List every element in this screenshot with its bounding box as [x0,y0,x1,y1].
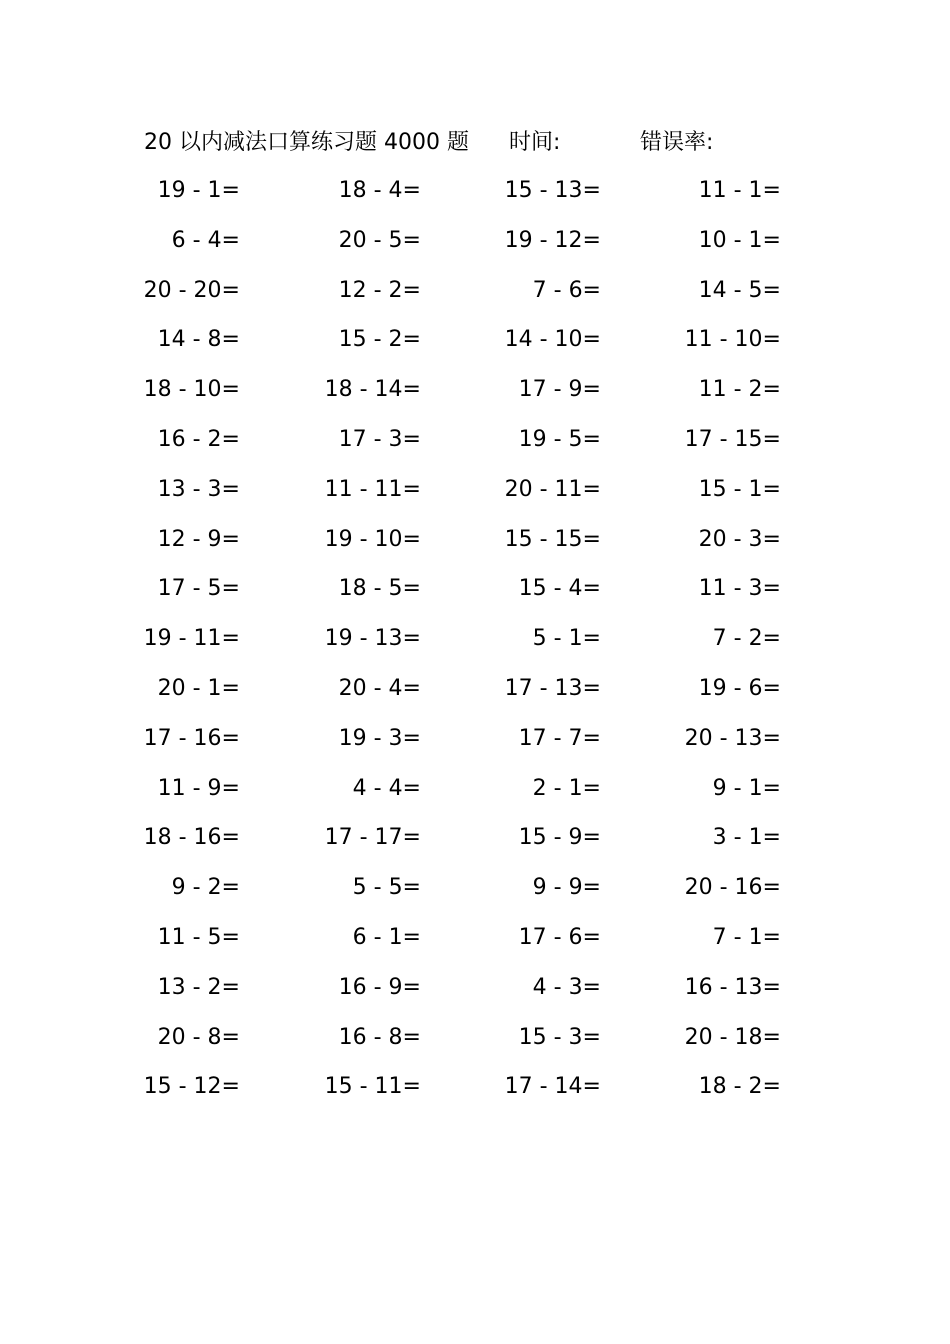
problem-row [0,473,950,523]
math-problem: 10 - 1= [698,227,781,253]
math-problem: 15 - 2= [338,327,421,353]
math-problem: 18 - 14= [324,377,421,403]
problem-row [0,722,950,772]
math-problem: 2 - 1= [532,775,601,801]
math-problem: 19 - 10= [324,526,421,552]
problem-row [0,323,950,373]
math-problem: 17 - 7= [518,725,601,751]
math-problem: 17 - 16= [143,725,240,751]
problem-row [0,373,950,423]
problem-row [0,821,950,871]
math-problem: 12 - 9= [157,526,240,552]
math-problem: 19 - 3= [338,725,421,751]
math-problem: 9 - 1= [712,775,781,801]
math-problem: 17 - 3= [338,426,421,452]
math-problem: 13 - 3= [157,476,240,502]
math-problem: 18 - 5= [338,576,421,602]
problem-row [0,174,950,224]
math-problem: 19 - 13= [324,626,421,652]
math-problem: 3 - 1= [712,825,781,851]
math-problem: 15 - 15= [504,526,601,552]
math-problem: 4 - 4= [352,775,421,801]
math-problem: 20 - 8= [157,1024,240,1050]
math-problem: 17 - 14= [504,1074,601,1100]
math-problem: 11 - 5= [157,924,240,950]
math-problem: 20 - 16= [684,875,781,901]
math-problem: 20 - 20= [143,277,240,303]
math-problem: 17 - 9= [518,377,601,403]
math-problem: 20 - 1= [157,675,240,701]
problem-row [0,772,950,822]
math-problem: 20 - 13= [684,725,781,751]
math-problem: 11 - 9= [157,775,240,801]
math-problem: 15 - 13= [504,178,601,203]
math-problem: 4 - 3= [532,974,601,1000]
problem-row [0,672,950,722]
math-problem: 19 - 6= [698,675,781,701]
math-problem: 7 - 2= [712,626,781,652]
time-label: 时间: [509,130,561,155]
problem-row [0,1070,950,1120]
math-problem: 7 - 1= [712,924,781,950]
math-problem: 16 - 2= [157,426,240,452]
math-problem: 17 - 15= [684,426,781,452]
math-problem: 13 - 2= [157,974,240,1000]
problem-grid [0,174,950,1120]
math-problem: 9 - 2= [171,875,240,901]
math-problem: 18 - 16= [143,825,240,851]
worksheet-title: 20 以内减法口算练习题 4000 题 [144,130,469,155]
math-problem: 15 - 9= [518,825,601,851]
math-problem: 20 - 3= [698,526,781,552]
math-problem: 20 - 18= [684,1024,781,1050]
problem-row [0,423,950,473]
math-problem: 15 - 11= [324,1074,421,1100]
math-problem: 16 - 13= [684,974,781,1000]
math-problem: 14 - 8= [157,327,240,353]
math-problem: 19 - 5= [518,426,601,452]
math-problem: 9 - 9= [532,875,601,901]
problem-row [0,274,950,324]
math-problem: 5 - 1= [532,626,601,652]
math-problem: 12 - 2= [338,277,421,303]
math-problem: 6 - 4= [171,227,240,253]
math-problem: 14 - 5= [698,277,781,303]
math-problem: 16 - 8= [338,1024,421,1050]
math-problem: 17 - 5= [157,576,240,602]
math-problem: 19 - 12= [504,227,601,253]
problem-row [0,572,950,622]
problem-row [0,921,950,971]
math-problem: 15 - 3= [518,1024,601,1050]
math-problem: 18 - 4= [338,178,421,203]
math-problem: 18 - 2= [698,1074,781,1100]
math-problem: 11 - 1= [698,178,781,203]
math-problem: 14 - 10= [504,327,601,353]
math-problem: 7 - 6= [532,277,601,303]
math-problem: 19 - 1= [157,178,240,203]
math-problem: 17 - 13= [504,675,601,701]
math-problem: 16 - 9= [338,974,421,1000]
problem-row [0,523,950,573]
math-problem: 15 - 4= [518,576,601,602]
error-rate-label: 错误率: [640,130,714,155]
math-problem: 18 - 10= [143,377,240,403]
math-problem: 11 - 11= [324,476,421,502]
problem-row [0,224,950,274]
problem-row [0,871,950,921]
math-problem: 20 - 11= [504,476,601,502]
problem-row [0,622,950,672]
math-problem: 20 - 4= [338,675,421,701]
math-problem: 11 - 3= [698,576,781,602]
math-problem: 6 - 1= [352,924,421,950]
math-problem: 5 - 5= [352,875,421,901]
problem-row [0,1021,950,1071]
math-problem: 15 - 1= [698,476,781,502]
problem-row [0,971,950,1021]
math-problem: 11 - 2= [698,377,781,403]
worksheet-header [0,126,950,160]
math-problem: 15 - 12= [143,1074,240,1100]
math-problem: 17 - 6= [518,924,601,950]
math-problem: 20 - 5= [338,227,421,253]
math-problem: 17 - 17= [324,825,421,851]
math-problem: 19 - 11= [143,626,240,652]
math-problem: 11 - 10= [684,327,781,353]
